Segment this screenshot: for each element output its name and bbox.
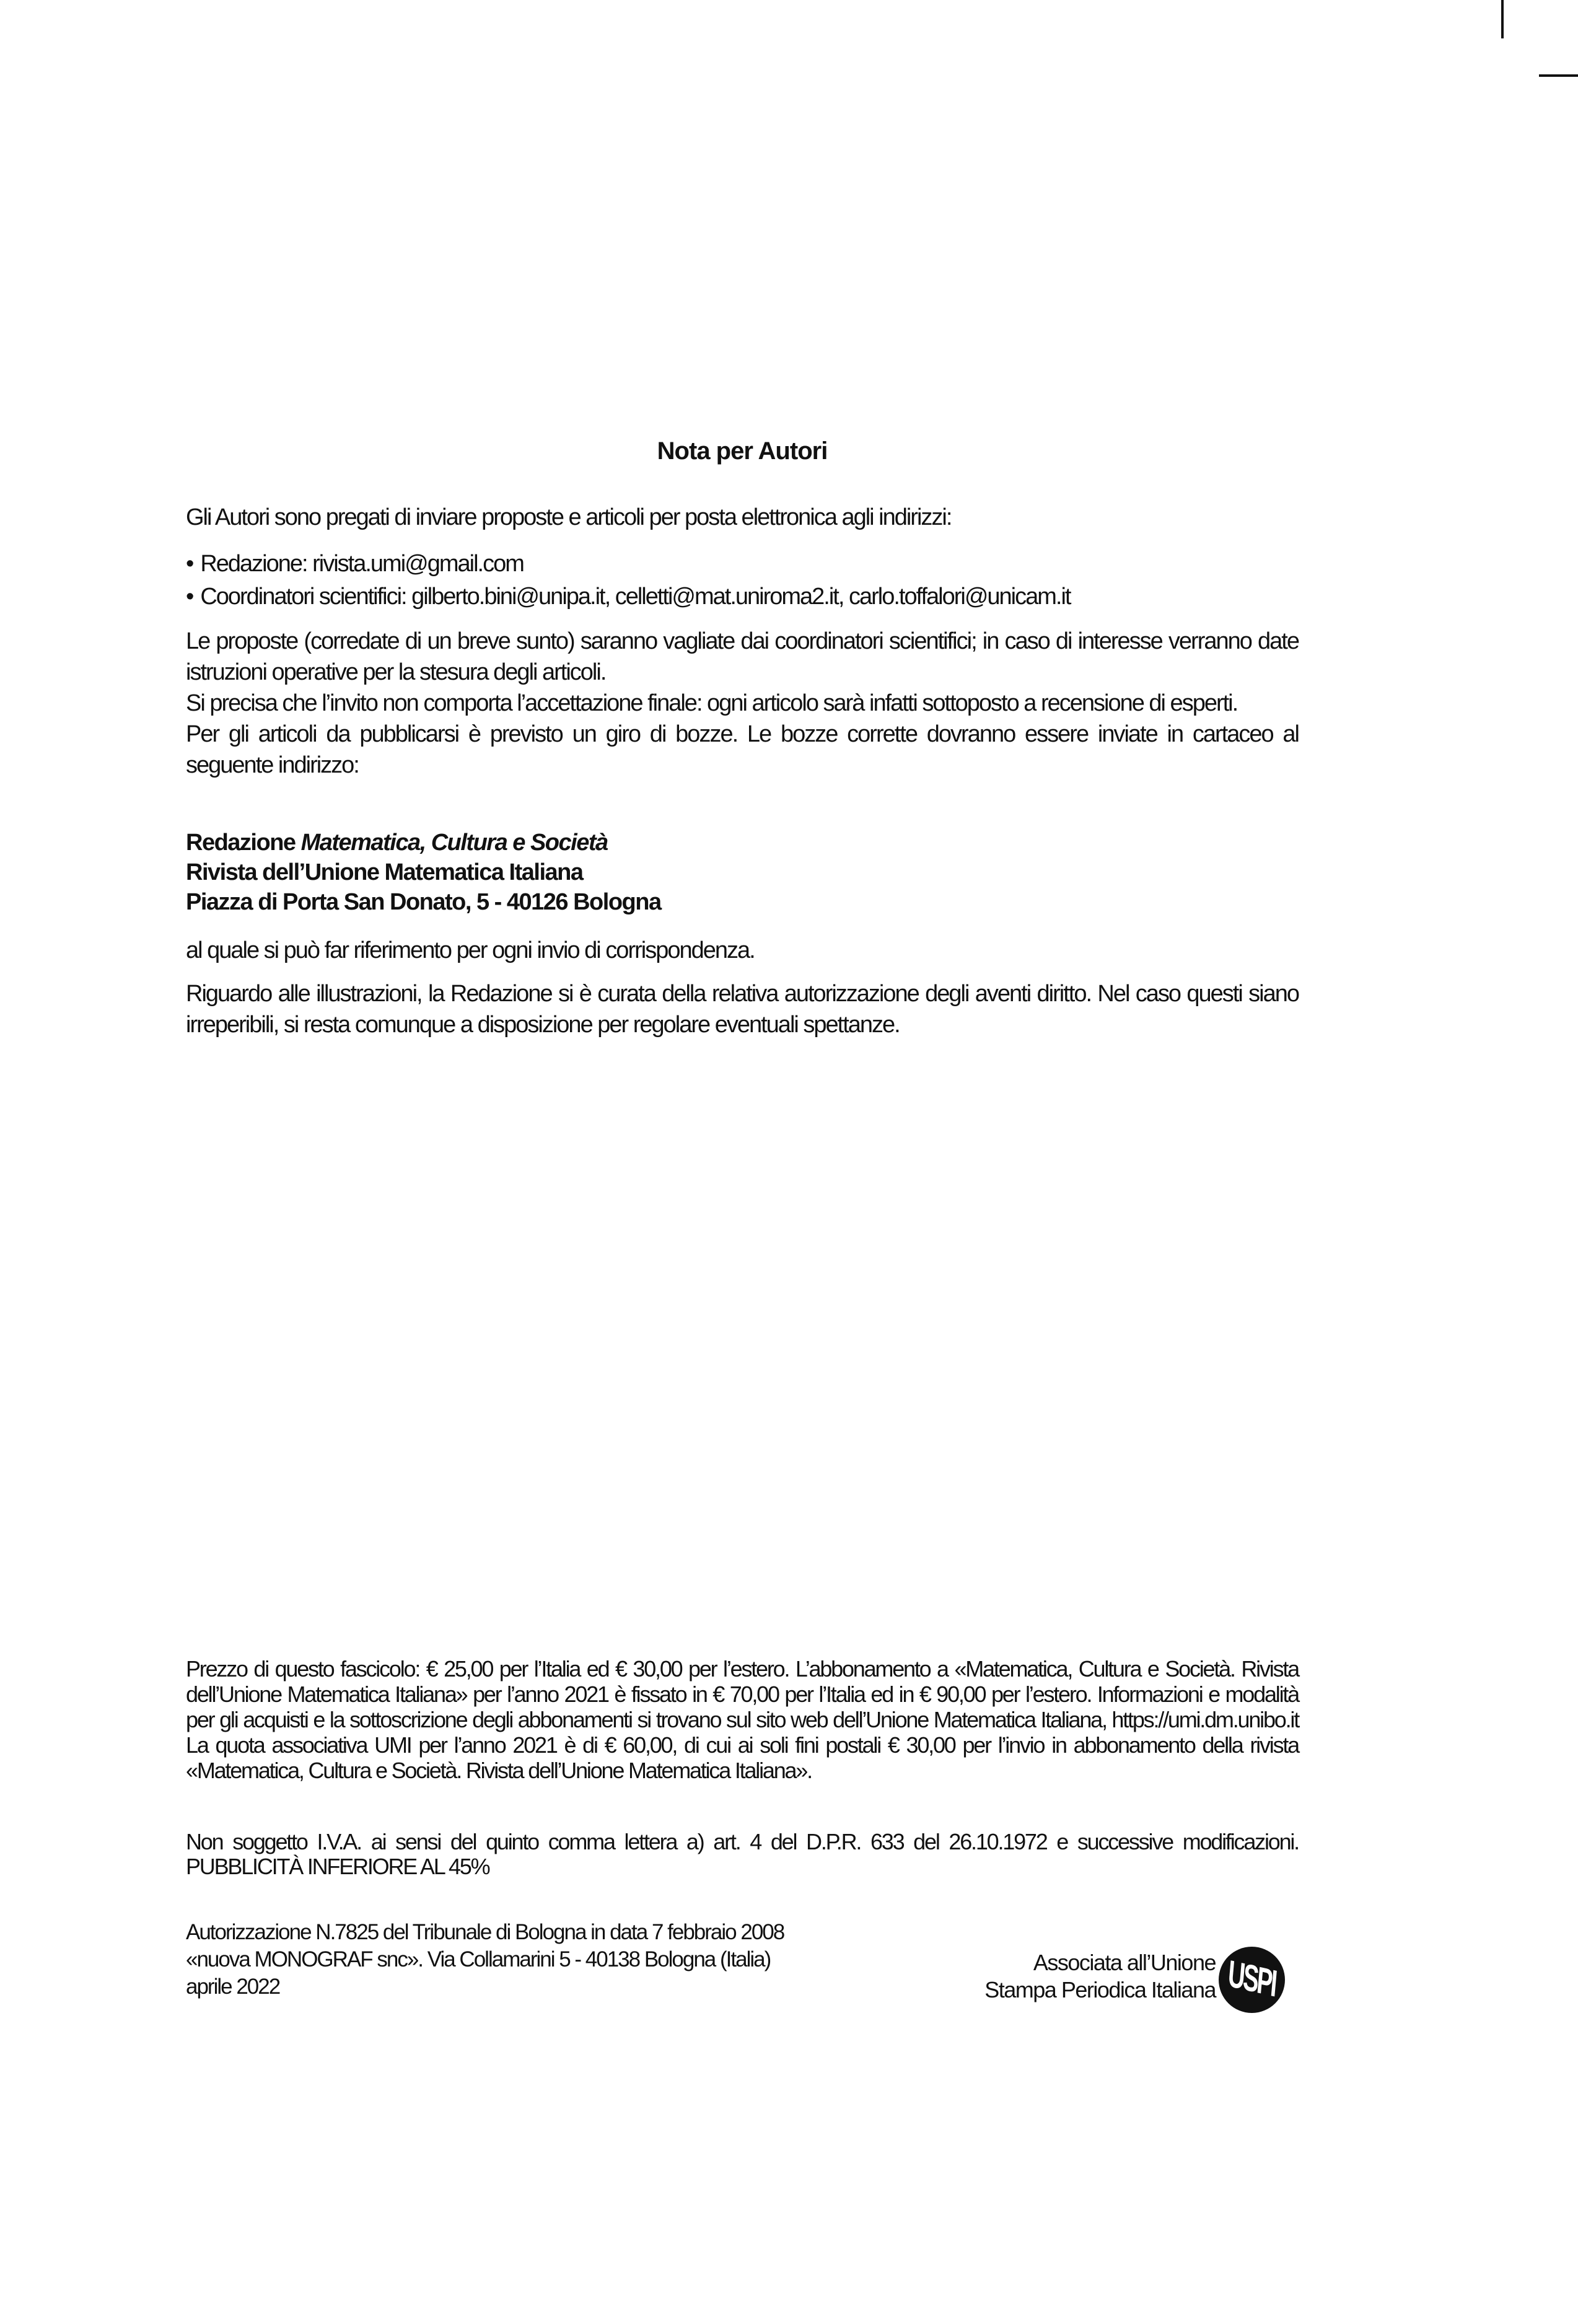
illustrations-paragraph: Riguardo alle illustrazioni, la Redazione si è curata della relativa autorizzazione degli aventi diritto. Nel caso questi siano irreperibili, si resta comunque a disposizione per regolare eventuali spettanze. [186,981,1299,1038]
printer-line: «nuova MONOGRAF snc». Via Collamarini 5 - 40138 Bologna (Italia) [186,1947,771,1971]
intro-paragraph: Gli Autori sono pregati di inviare proposte e articoli per posta elettronica agli indirizzi: [186,504,952,530]
contact-list [186,548,1299,613]
contact-redazione-text: Redazione: rivista.umi@gmail.com [200,551,524,577]
paragraph-bozze: Per gli articoli da pubblicarsi è previsto un giro di bozze. Le bozze corrette dovranno essere inviate in cartaceo al seguente indirizzo: [186,721,1299,778]
list-item-coordinatori [186,581,1299,613]
address-block [186,828,1299,917]
association-line-2: Stampa Periodica Italiana [984,1977,1216,2002]
page-title: Nota per Autori [657,437,828,465]
pricing-paragraph: Prezzo di questo fascicolo: € 25,00 per l’Italia ed € 30,00 per l’estero. L’abbonamento a «Matematica, Cultura e Società. Rivista dell’Unione Matematica Italiana» per l’anno 2021 è fissato in € 70,00 per l’Italia ed in € 90,00 per l’estero. Informazioni e modalità per gli acquisti e la sottoscrizione degli abbonamenti si trovano sul sito web dell’Unione Matematica Italiana, https://umi.dm.unibo.it La quota associativa UMI per l’anno 2021 è di € 60,00, di cui ai soli fini postali € 30,00 per l’invio in abbonamento della rivista «Matematica, Cultura e Società. Rivista dell’Unione Matematica Italiana». [186,1656,1299,1783]
submission-paragraphs [186,626,1299,781]
crop-mark-horizontal-icon [1539,74,1578,77]
uspi-logo-text: USPI [1226,1953,1278,2006]
correspondence-note: al quale si può far riferimento per ogni invio di corrispondenza. [186,937,755,963]
address-line-2: Rivista dell’Unione Matematica Italiana [186,859,583,885]
vat-notice: Non soggetto I.V.A. ai sensi del quinto comma lettera a) art. 4 del D.P.R. 633 del 26.10.1972 e successive modificazioni. PUBBLICITÀ INFERIORE AL 45% [186,1829,1299,1879]
issue-date: aprile 2022 [186,1975,280,1999]
uspi-logo-icon [1219,1947,1285,2013]
address-line-3: Piazza di Porta San Donato, 5 - 40126 Bologna [186,889,661,915]
journal-title: Matematica, Cultura e Società [300,830,608,856]
bullet-icon: • [186,551,193,577]
list-item-redazione [186,548,1299,581]
bullet-icon: • [186,584,193,610]
contact-coordinatori-text: Coordinatori scientifici: gilberto.bini@unipa.it, celletti@mat.uniroma2.it, carlo.toffalori@unicam.it [200,584,1071,610]
address-redazione-label: Redazione [186,830,301,856]
address-line-1 [186,828,1299,857]
authorization-line: Autorizzazione N.7825 del Tribunale di Bologna in data 7 febbraio 2008 [186,1920,784,1944]
crop-mark-vertical-icon [1501,0,1504,38]
paragraph-proposte: Le proposte (corredate di un breve sunto) saranno vagliate dai coordinatori scientifici; in caso di interesse verranno date istruzioni operative per la stesura degli articoli. [186,628,1299,685]
association-block [743,1949,1216,2004]
paragraph-invito: Si precisa che l’invito non comporta l’accettazione finale: ogni articolo sarà infatti sottoposto a recensione di esperti. [186,690,1238,716]
association-line-1: Associata all’Unione [1033,1950,1216,1975]
